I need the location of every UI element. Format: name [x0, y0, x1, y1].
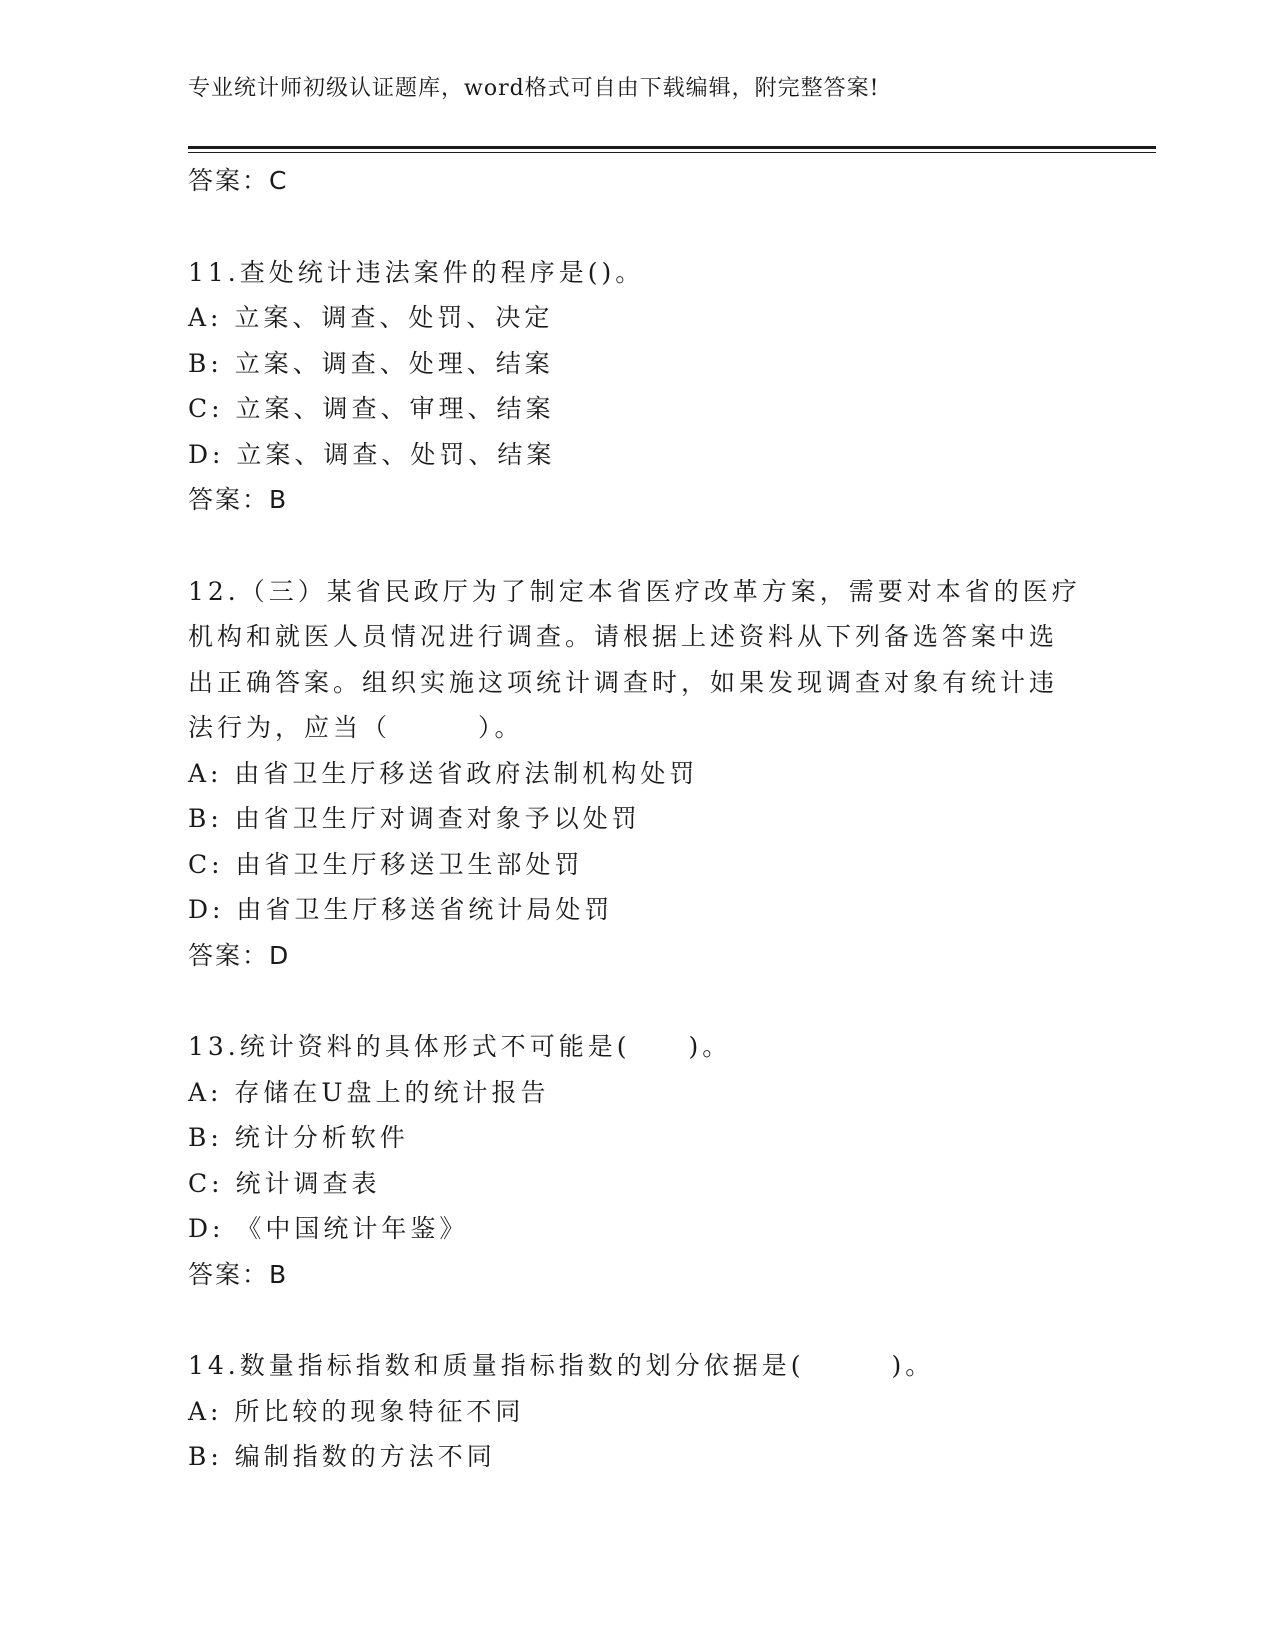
page-header: 专业统计师初级认证题库，word格式可自由下载编辑，附完整答案!	[188, 76, 880, 101]
option-line: B: 由省卫生厅对调查对象予以处罚	[188, 804, 641, 833]
option-line: D: 《中国统计年鉴》	[188, 1214, 469, 1243]
option-line: B: 编制指数的方法不同	[188, 1442, 496, 1471]
header-rule-thick	[188, 146, 1156, 149]
question-line: 12.（三）某省民政厅为了制定本省医疗改革方案，需要对本省的医疗	[188, 576, 1081, 606]
spacer	[188, 978, 1088, 1024]
spacer	[188, 523, 1088, 569]
spacer	[188, 204, 1088, 250]
question-line: 14.数量指标指数和质量指标指数的划分依据是( )。	[188, 1351, 935, 1380]
option-line: A: 存储在U盘上的统计报告	[188, 1077, 550, 1107]
answer-line: 答案：D	[188, 940, 291, 970]
question-line: 法行为，应当（ ）。	[188, 713, 524, 742]
option-line: C: 由省卫生厅移送卫生部处罚	[188, 849, 584, 879]
question-line: 机构和就医人员情况进行调查。请根据上述资料从下列备选答案中选	[188, 622, 1059, 651]
answer-line: 答案：B	[188, 485, 289, 514]
answer-line: 答案：B	[188, 1259, 289, 1289]
option-line: A: 立案、调查、处罚、决定	[188, 303, 554, 332]
question-content	[188, 158, 1088, 1480]
answer-line: 答案：C	[188, 166, 289, 195]
option-line: A: 所比较的现象特征不同	[188, 1396, 525, 1426]
question-line: 出正确答案。组织实施这项统计调查时，如果发现调查对象有统计违	[188, 667, 1059, 697]
option-line: D: 立案、调查、处罚、结案	[188, 439, 556, 469]
question-line: 13.统计资料的具体形式不可能是( )。	[188, 1032, 732, 1061]
option-line: D: 由省卫生厅移送省统计局处罚	[188, 895, 614, 924]
option-line: B: 立案、调查、处理、结案	[188, 348, 554, 378]
question-line: 11.查处统计违法案件的程序是()。	[188, 257, 645, 287]
header-rule-thin	[188, 152, 1156, 153]
option-line: C: 统计调查表	[188, 1168, 381, 1198]
spacer	[188, 1297, 1088, 1343]
option-line: C: 立案、调查、审理、结案	[188, 394, 555, 423]
option-line: A: 由省卫生厅移送省政府法制机构处罚	[188, 758, 699, 788]
option-line: B: 统计分析软件	[188, 1123, 409, 1152]
